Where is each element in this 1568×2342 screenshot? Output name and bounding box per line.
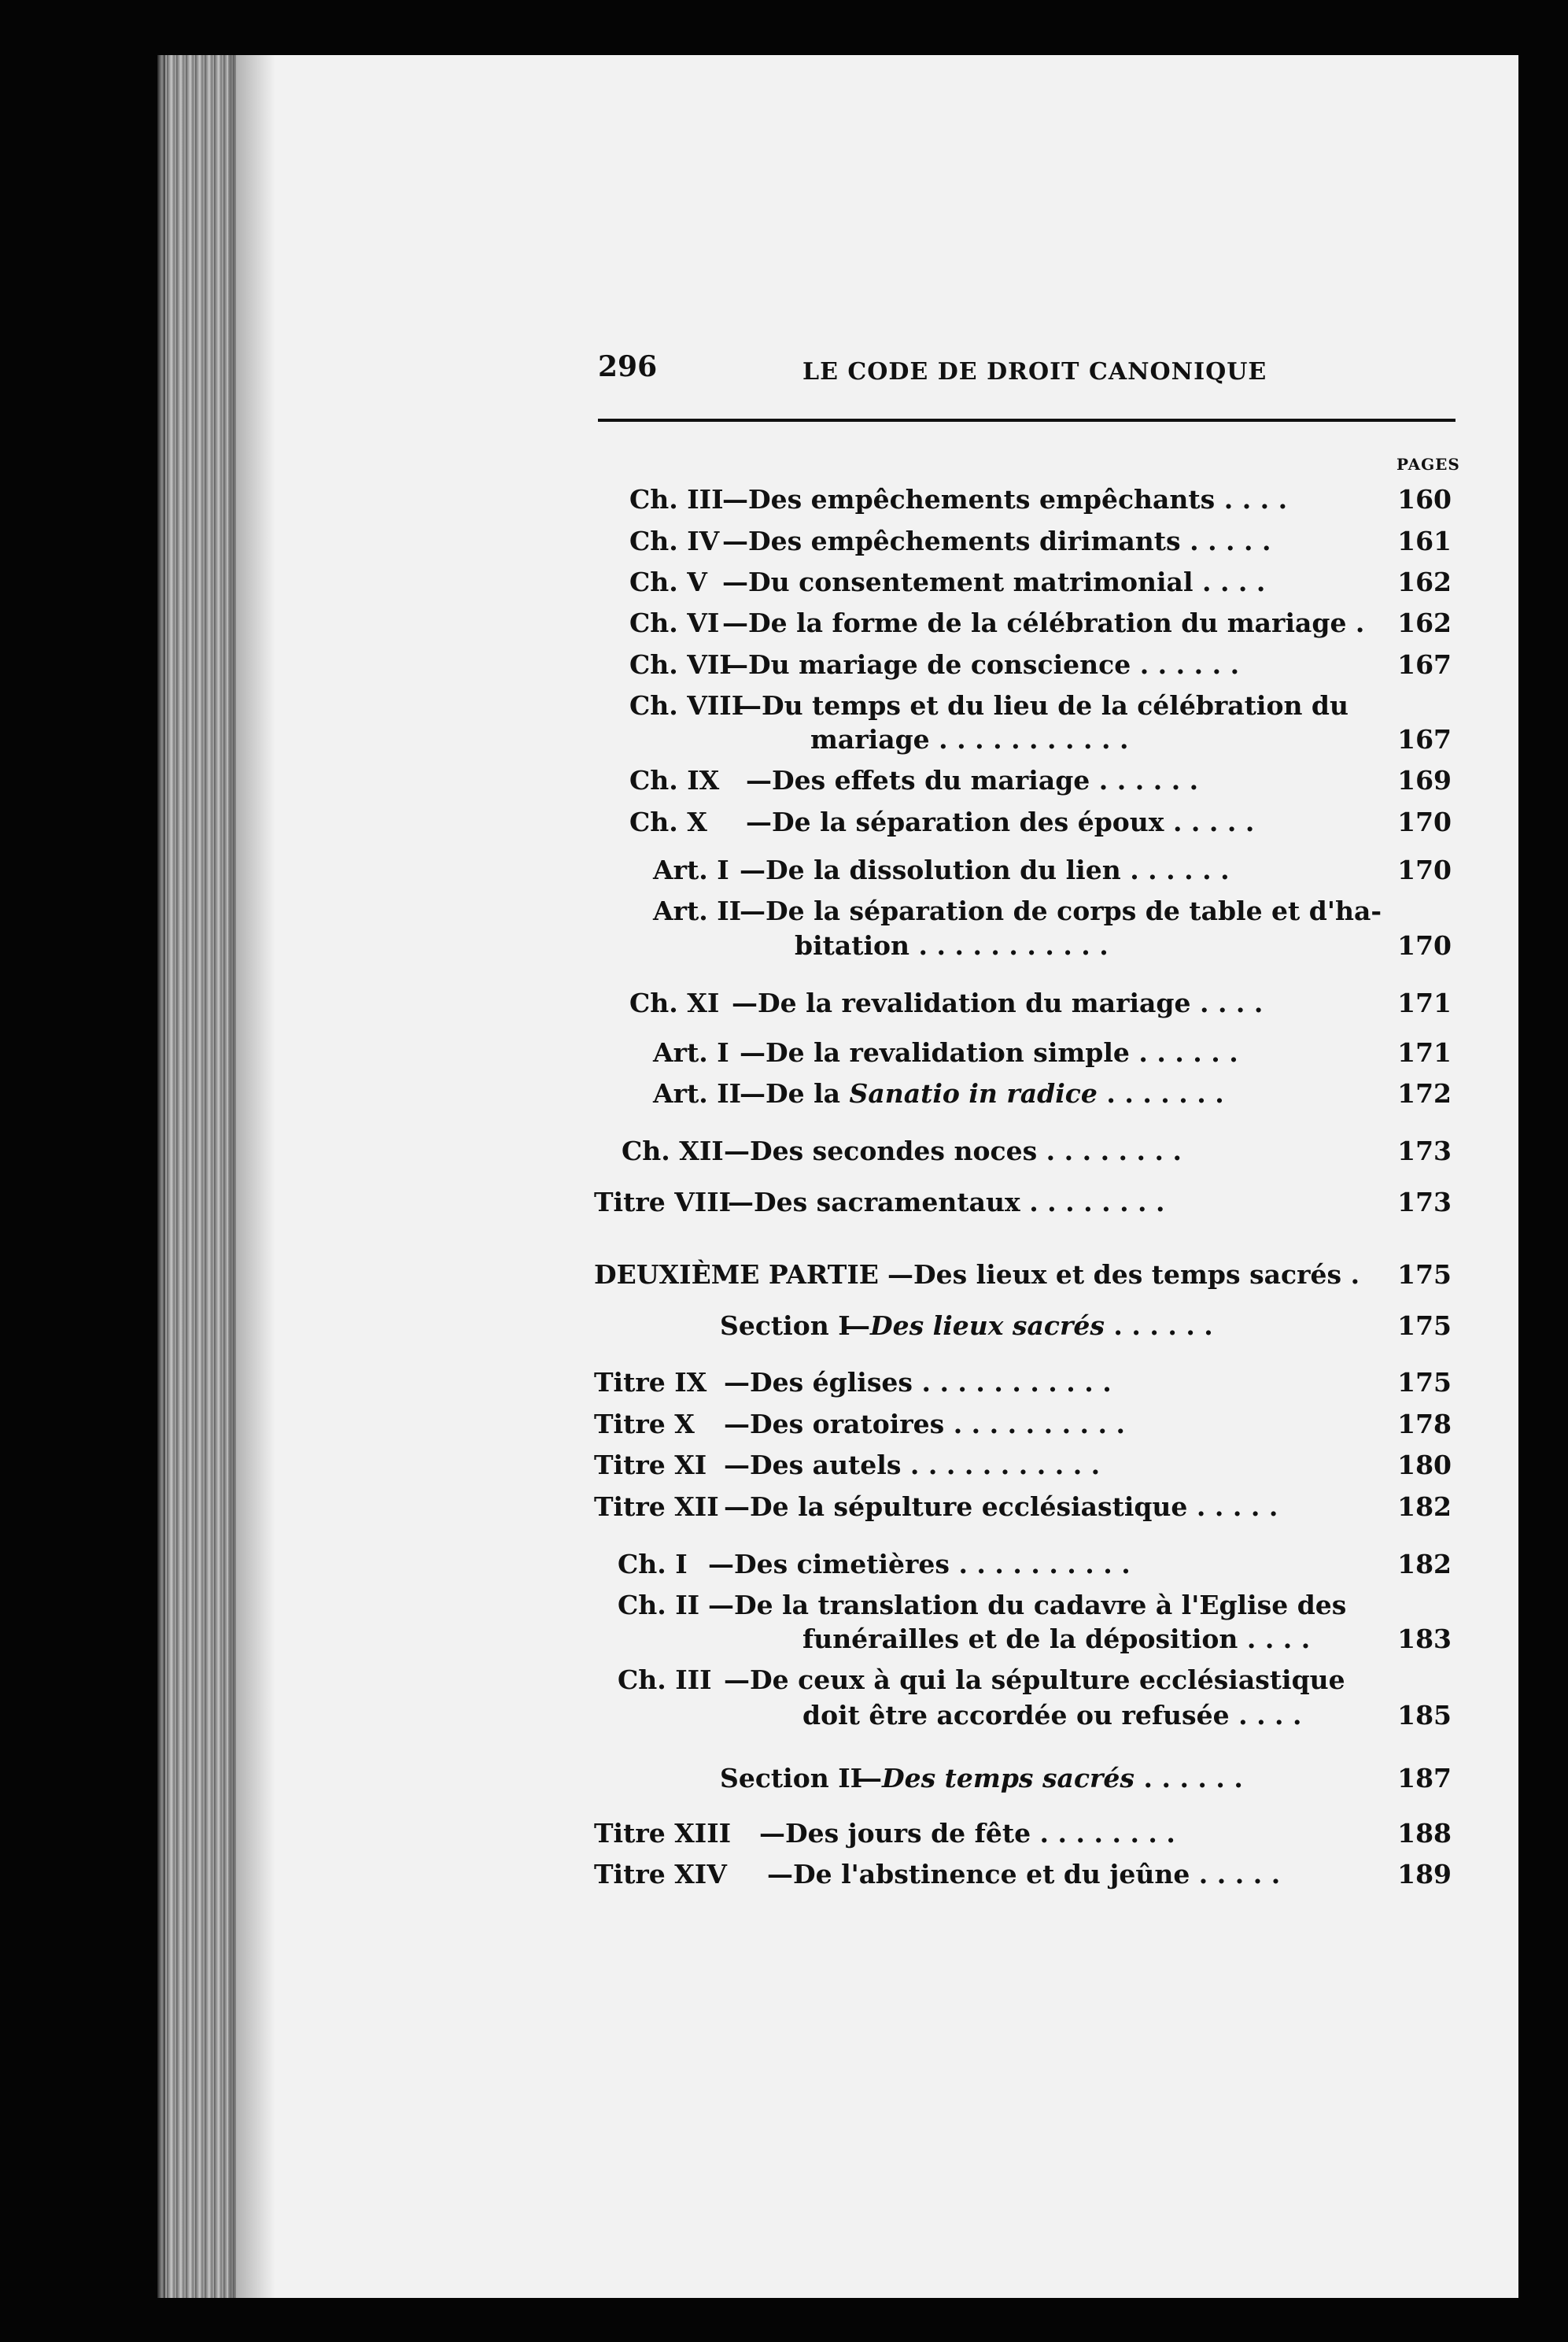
header-rule: [598, 419, 1455, 422]
toc-entry: [0, 1664, 1568, 1704]
toc-entry-text: —Du consentement matrimonial . . . .: [722, 567, 1266, 597]
toc-entry-page: 169: [1397, 765, 1452, 796]
toc-entry-page: 182: [1397, 1491, 1452, 1522]
toc-entry-text: —Des oratoires . . . . . . . . . .: [724, 1409, 1125, 1439]
toc-entry-text: —De la revalidation simple . . . . . .: [740, 1037, 1238, 1068]
toc-entry-page: 175: [1397, 1259, 1452, 1290]
toc-entry-label: Section I: [720, 1310, 850, 1341]
toc-entry: [0, 1818, 1568, 1857]
toc-entry-page: 173: [1397, 1187, 1452, 1217]
toc-entry: [0, 855, 1568, 894]
toc-entry-label: Ch. VIII: [629, 690, 744, 721]
toc-entry-label: Titre IX: [594, 1367, 707, 1398]
toc-entry-label: Section II: [720, 1763, 863, 1793]
toc-entry-text: —De la dissolution du lien . . . . . .: [740, 855, 1230, 885]
toc-entry-label: Art. I: [653, 1037, 729, 1068]
running-title: LE CODE DE DROIT CANONIQUE: [802, 358, 1267, 386]
toc-entry-page: 167: [1397, 724, 1452, 755]
toc-entry-label: Ch. III: [618, 1664, 712, 1695]
toc-entry-label: Titre XIV: [594, 1859, 727, 1889]
toc-entry: [0, 1549, 1568, 1588]
toc-entry-page: 171: [1397, 988, 1452, 1018]
page-number: 296: [598, 350, 658, 383]
toc-entry-text: doit être accordée ou refusée . . . .: [802, 1700, 1302, 1731]
toc-entry-text: —Des autels . . . . . . . . . . .: [724, 1450, 1101, 1480]
toc-entry: [0, 1491, 1568, 1531]
toc-entry-label: Art. I: [653, 855, 729, 885]
toc-entry-page: 172: [1397, 1078, 1452, 1109]
toc-entry-page: 162: [1397, 608, 1452, 638]
toc-entry-page: 182: [1397, 1549, 1452, 1579]
toc-entry: [0, 1409, 1568, 1448]
toc-entry-label: Ch. IX: [629, 765, 720, 796]
toc-entry-italic: Sanatio in radice: [849, 1078, 1098, 1109]
toc-entry-text: —De la sépulture ecclésiastique . . . . .: [724, 1491, 1278, 1522]
toc-entry-text: —Des lieux sacrés . . . . . .: [844, 1310, 1213, 1341]
toc-entry-page: 161: [1397, 526, 1452, 556]
toc-entry: [0, 1624, 1568, 1663]
toc-entry: [0, 1187, 1568, 1226]
toc-entry: [0, 1700, 1568, 1739]
toc-entry-text: funérailles et de la déposition . . . .: [802, 1624, 1311, 1654]
toc-entry-label: Ch. VII: [629, 649, 732, 680]
toc-entry: [0, 1450, 1568, 1489]
toc-entry-text: bitation . . . . . . . . . . .: [795, 930, 1109, 961]
toc-entry: [0, 526, 1568, 565]
toc-entry-label: Ch. V: [629, 567, 707, 597]
toc-entry-text: —De l'abstinence et du jeûne . . . . .: [767, 1859, 1281, 1889]
toc-entry-text: —Des églises . . . . . . . . . . .: [724, 1367, 1112, 1398]
toc-entry-page: 187: [1397, 1763, 1452, 1793]
toc-entry-label: Ch. XII: [622, 1136, 724, 1166]
toc-entry-text: —De la séparation de corps de table et d'ha-: [740, 896, 1382, 926]
toc-entry-label: Titre XI: [594, 1450, 707, 1480]
toc-entry-text: —Des temps sacrés . . . . . .: [856, 1763, 1243, 1793]
toc-entry-label: Ch. III: [629, 484, 724, 515]
toc-entry-page: 188: [1397, 1818, 1452, 1849]
toc-entry-page: 173: [1397, 1136, 1452, 1166]
toc-entry-text: —Des empêchements dirimants . . . . .: [722, 526, 1271, 556]
toc-entry-text: —Des lieux et des temps sacrés .: [887, 1259, 1360, 1290]
toc-entry-page: 180: [1397, 1450, 1452, 1480]
toc-entry-page: 162: [1397, 567, 1452, 597]
toc-entry-text: —De la séparation des époux . . . . .: [746, 807, 1255, 837]
toc-entry-label: Titre XIII: [594, 1818, 732, 1849]
toc-entry-label: Ch. X: [629, 807, 707, 837]
toc-entry-label: Ch. XI: [629, 988, 720, 1018]
toc-entry-text: —Du mariage de conscience . . . . . .: [722, 649, 1240, 680]
toc-entry-text: —Des secondes noces . . . . . . . .: [724, 1136, 1182, 1166]
toc-entry: [0, 1367, 1568, 1406]
toc-entry-text: —De la revalidation du mariage . . . .: [732, 988, 1264, 1018]
toc-entry-label: Titre XII: [594, 1491, 719, 1522]
toc-entry: [0, 930, 1568, 970]
toc-entry: [0, 1136, 1568, 1175]
toc-entry: [0, 765, 1568, 804]
toc-entry-page: 170: [1397, 807, 1452, 837]
toc-entry: [0, 807, 1568, 846]
toc-entry-page: 170: [1397, 930, 1452, 961]
pages-column-label: PAGES: [1396, 455, 1460, 474]
toc-entry-text: —Des sacramentaux . . . . . . . .: [728, 1187, 1165, 1217]
toc-entry: [0, 1763, 1568, 1802]
toc-entry-page: 160: [1397, 484, 1452, 515]
toc-entry: [0, 567, 1568, 606]
toc-entry-page: 175: [1397, 1367, 1452, 1398]
toc-entry-text: —De ceux à qui la sépulture ecclésiastique: [724, 1664, 1345, 1695]
toc-entry-page: 178: [1397, 1409, 1452, 1439]
toc-entry: [0, 1310, 1568, 1350]
toc-entry-label: Art. II: [653, 896, 742, 926]
toc-entry: [0, 988, 1568, 1027]
toc-entry: [0, 649, 1568, 689]
toc-entry-page: 175: [1397, 1310, 1452, 1341]
toc-entry-label: Titre X: [594, 1409, 695, 1439]
toc-entry-label: Titre VIII: [594, 1187, 732, 1217]
toc-entry: [0, 724, 1568, 763]
toc-entry-page: 185: [1397, 1700, 1452, 1731]
toc-entry: [0, 896, 1568, 935]
toc-entry-text: —Des effets du mariage . . . . . .: [746, 765, 1199, 796]
toc-entry-text: —De la Sanatio in radice . . . . . . .: [740, 1078, 1224, 1109]
toc-entry-italic: Des temps sacrés: [882, 1763, 1134, 1793]
toc-entry-label: Ch. II: [618, 1590, 700, 1620]
toc-entry-text: —Des jours de fête . . . . . . . .: [759, 1818, 1175, 1849]
toc-entry-page: 170: [1397, 855, 1452, 885]
toc-entry: [0, 1259, 1568, 1298]
toc-entry-italic: Des lieux sacrés: [870, 1310, 1105, 1341]
toc-entry: [0, 1037, 1568, 1077]
toc-entry-label: Ch. I: [618, 1549, 688, 1579]
toc-entry-text: —De la forme de la célébration du mariage .: [722, 608, 1365, 638]
toc-entry-text: —Des cimetières . . . . . . . . . .: [708, 1549, 1131, 1579]
toc-entry-page: 189: [1397, 1859, 1452, 1889]
toc-entry-label: Art. II: [653, 1078, 742, 1109]
toc-entry: [0, 1078, 1568, 1117]
toc-entry-page: 167: [1397, 649, 1452, 680]
toc-entry: [0, 608, 1568, 647]
toc-entry-text: —Des empêchements empêchants . . . .: [722, 484, 1288, 515]
toc-entry-text: —De la translation du cadavre à l'Eglise des: [708, 1590, 1347, 1620]
toc-entry-label: Ch. VI: [629, 608, 720, 638]
toc-entry-label: DEUXIÈME PARTIE: [594, 1259, 879, 1290]
toc-entry: [0, 1859, 1568, 1898]
toc-entry-page: 183: [1397, 1624, 1452, 1654]
toc-entry-text: mariage . . . . . . . . . . .: [810, 724, 1129, 755]
toc-entry-page: 171: [1397, 1037, 1452, 1068]
toc-entry: [0, 484, 1568, 523]
toc-entry-text: —Du temps et du lieu de la célébration du: [736, 690, 1348, 721]
toc-entry-label: Ch. IV: [629, 526, 720, 556]
